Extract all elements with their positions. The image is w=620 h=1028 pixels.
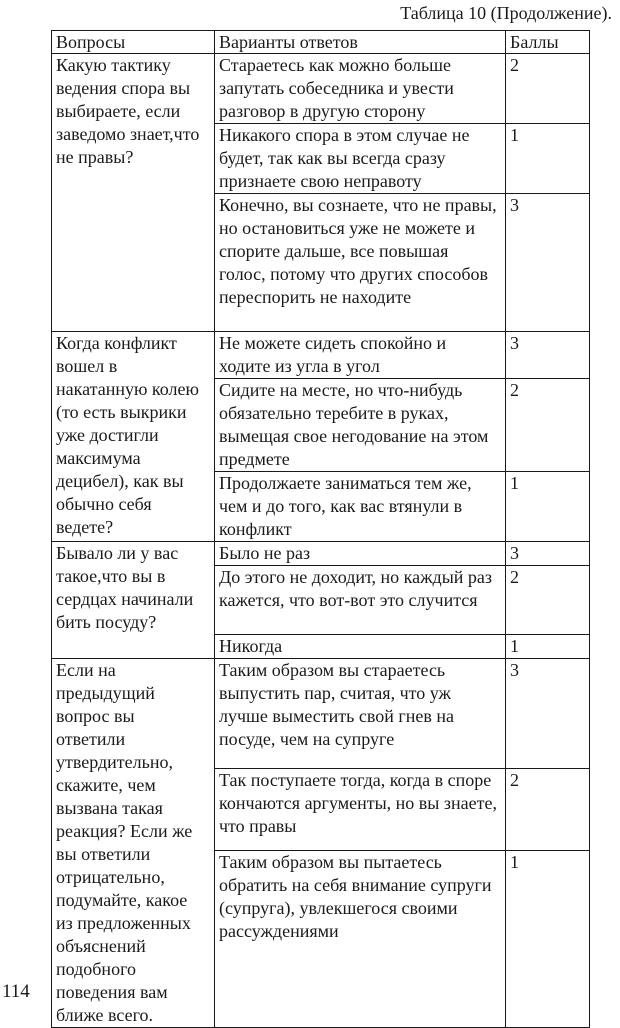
answer-cell: До этого не доходит, но каждый раз кажется, что вот-вот это случится — [215, 566, 506, 635]
answer-cell: Сидите на месте, но что-нибудь обязательно теребите в руках, вымещая свое негодование на этом предмете — [215, 379, 506, 472]
table-row — [52, 659, 590, 769]
score-cell: 3 — [506, 659, 590, 769]
answer-cell: Никогда — [215, 635, 506, 659]
answer-cell: Никакого спора в этом случае не будет, так как вы всегда сразу признаете свою неправоту — [215, 124, 506, 194]
score-cell: 2 — [506, 379, 590, 472]
survey-table — [51, 30, 590, 1028]
score-cell: 2 — [506, 768, 590, 851]
header-answer-options: Варианты ответов — [215, 31, 506, 54]
question-cell: Какую тактику ведения спора вы выбираете, если заведомо знает,что не правы? — [52, 54, 215, 332]
answer-cell: Конечно, вы сознаете, что не правы, но остановиться уже не можете и спорите дальше, все повышая голос, потому что других способов переспорить не находите — [215, 194, 506, 332]
table-row — [52, 54, 590, 124]
answer-cell: Таким образом вы стараетесь выпустить пар, считая, что уж лучше выместить свой гнев на посуде, чем на супруге — [215, 659, 506, 769]
score-cell: 1 — [506, 635, 590, 659]
score-cell: 1 — [506, 472, 590, 542]
page-number: 114 — [2, 981, 30, 1002]
score-cell: 2 — [506, 566, 590, 635]
score-cell: 2 — [506, 54, 590, 124]
answer-cell: Таким образом вы пытаетесь обратить на себя внимание супруги (супруга), увлекшегося своими рассуждениями — [215, 851, 506, 1028]
table-row — [52, 542, 590, 566]
table-header-row — [52, 31, 590, 54]
question-cell: Когда конфликт вошел в накатанную колею (то есть выкрики уже достигли максимума децибел), как вы обычно себя ведете? — [52, 332, 215, 542]
answer-cell: Стараетесь как можно больше запутать собеседника и увести разговор в другую сторону — [215, 54, 506, 124]
answer-cell: Так поступаете тогда, когда в споре кончаются аргументы, но вы знаете, что правы — [215, 768, 506, 851]
table-caption: Таблица 10 (Продолжение). — [400, 3, 612, 23]
score-cell: 3 — [506, 542, 590, 566]
score-cell: 1 — [506, 851, 590, 1028]
score-cell: 1 — [506, 124, 590, 194]
answer-cell: Не можете сидеть спокойно и ходите из угла в угол — [215, 332, 506, 379]
header-points: Баллы — [506, 31, 590, 54]
answer-cell: Было не раз — [215, 542, 506, 566]
table-row — [52, 332, 590, 379]
header-questions: Вопросы — [52, 31, 215, 54]
question-cell: Бывало ли у вас такое,что вы в сердцах начинали бить посуду? — [52, 542, 215, 659]
question-cell: Если на предыдущий вопрос вы ответили утвердительно, скажите, чем вызвана такая реакция? Если же вы ответили отрицательно, подумайте, какое из предложенных объяснений подобного поведения вам ближе всего. — [52, 659, 215, 1028]
score-cell: 3 — [506, 194, 590, 332]
score-cell: 3 — [506, 332, 590, 379]
answer-cell: Продолжаете заниматься тем же, чем и до того, как вас втянули в конфликт — [215, 472, 506, 542]
